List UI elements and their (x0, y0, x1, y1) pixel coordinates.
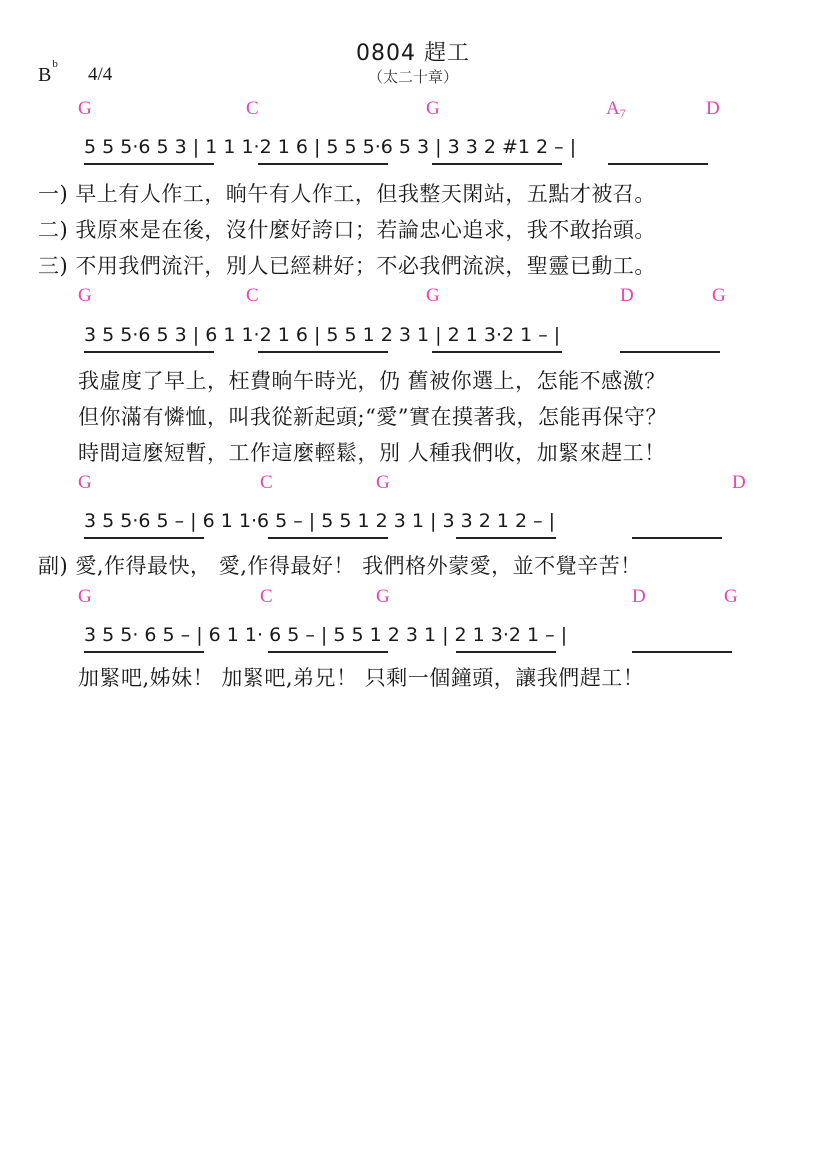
chord-s2-4: D (620, 285, 634, 306)
chord-s1-5: D (706, 98, 720, 119)
chord-s2-3: G (426, 285, 440, 306)
beam-underline (432, 163, 562, 165)
song-title: 0804 趕工 (356, 41, 470, 66)
beam-underline (632, 651, 732, 653)
notation-line-1: 5 5 5·6 5 3 | 1 1 1·2 1 6 | 5 5 5·6 5 3 | 3 3 2 #1 2 – | (84, 136, 577, 158)
chord-s1-4 (606, 98, 626, 120)
beam-underline (258, 163, 388, 165)
beam-underline (456, 537, 556, 539)
chord-s1-1: G (78, 98, 92, 119)
beam-underline (632, 537, 722, 539)
lyric-chorus-line-2: 加緊吧,姊妹！ 加緊吧,弟兄！ 只剩一個鐘頭，讓我們趕工！ (78, 666, 645, 690)
beam-underline (84, 537, 204, 539)
lyric-verse-2-line-1: 二) 我原來是在後，沒什麼好誇口；若論忠心追求，我不敢抬頭。 (38, 218, 656, 242)
chord-s4-1: G (78, 586, 92, 607)
lyric-verse-1-line-2: 我虛度了早上，枉費晌午時光，仍 舊被你選上，怎能不感激？ (78, 369, 666, 393)
notation-line-3: 3 5 5·6 5 – | 6 1 1·6 5 – | 5 5 1 2 3 1 | 3 3 2 1 2 – | (84, 510, 556, 532)
beam-underline (84, 651, 204, 653)
beam-underline (84, 351, 214, 353)
lyric-chorus-line-1: 副) 愛,作得最快， 愛,作得最好！ 我們格外蒙愛，並不覺辛苦！ (38, 554, 642, 578)
beam-underline (268, 651, 388, 653)
beam-underline (608, 163, 708, 165)
chord-s4-4: D (632, 586, 646, 607)
chord-s2-1: G (78, 285, 92, 306)
chord-s3-1: G (78, 472, 92, 493)
beam-underline (84, 163, 214, 165)
key-signature (38, 58, 58, 87)
chord-s1-3: G (426, 98, 440, 119)
time-signature: 4/4 (88, 64, 113, 85)
chord-s1-2: C (246, 98, 259, 119)
lyric-verse-2-line-2: 但你滿有憐恤，叫我從新起頭;“愛”實在摸著我，怎能再保守？ (78, 405, 668, 429)
chord-s4-3: G (376, 586, 390, 607)
chord-s1-4-root: A (606, 98, 620, 119)
lyric-verse-3-line-1: 三) 不用我們流汗，別人已經耕好；不必我們流淚，聖靈已動工。 (38, 254, 656, 278)
scripture-reference: （太二十章） (367, 68, 458, 86)
lyric-verse-1-line-1: 一) 早上有人作工，晌午有人作工，但我整天閑站，五點才被召。 (38, 182, 656, 206)
lyric-verse-3-line-2: 時間這麼短暫，工作這麼輕鬆，別 人種我們收，加緊來趕工！ (78, 441, 666, 465)
beam-underline (432, 351, 562, 353)
chord-s4-2: C (260, 586, 273, 607)
chord-s2-5: G (712, 285, 726, 306)
chord-s3-4: D (732, 472, 746, 493)
beam-underline (258, 351, 388, 353)
beam-underline (620, 351, 720, 353)
chord-s1-4-ext: 7 (619, 106, 626, 120)
key-flat-sign: b (52, 58, 58, 71)
chord-s3-3: G (376, 472, 390, 493)
chord-s2-2: C (246, 285, 259, 306)
chord-s4-5: G (724, 586, 738, 607)
notation-line-4: 3 5 5· 6 5 – | 6 1 1· 6 5 – | 5 5 1 2 3 1 | 2 1 3·2 1 – | (84, 624, 568, 646)
notation-line-2: 3 5 5·6 5 3 | 6 1 1·2 1 6 | 5 5 1 2 3 1 | 2 1 3·2 1 – | (84, 324, 561, 346)
key-letter: B (38, 64, 52, 86)
chord-s3-2: C (260, 472, 273, 493)
beam-underline (456, 651, 556, 653)
beam-underline (268, 537, 388, 539)
